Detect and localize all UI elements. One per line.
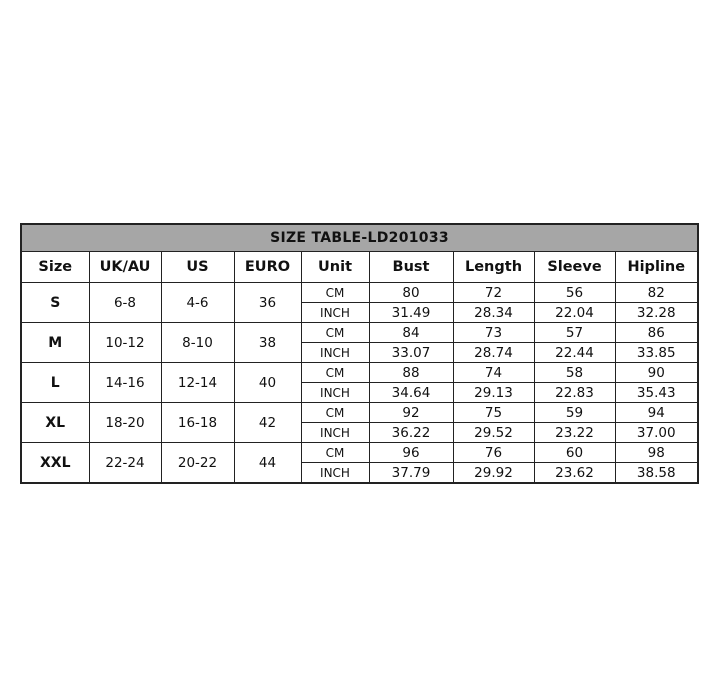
euro-cell: 44	[234, 443, 301, 484]
table-row	[21, 403, 698, 423]
length-cell: 76	[453, 443, 534, 463]
unit-cell: CM	[301, 443, 369, 463]
sleeve-cell: 58	[534, 363, 615, 383]
table-body	[21, 283, 698, 484]
hipline-cell: 37.00	[615, 423, 698, 443]
us-cell: 20-22	[161, 443, 234, 484]
hipline-cell: 98	[615, 443, 698, 463]
sleeve-cell: 57	[534, 323, 615, 343]
euro-cell: 36	[234, 283, 301, 323]
hipline-cell: 33.85	[615, 343, 698, 363]
bust-cell: 84	[369, 323, 453, 343]
unit-cell: CM	[301, 323, 369, 343]
bust-cell: 31.49	[369, 303, 453, 323]
table-row	[21, 363, 698, 383]
size-table	[20, 223, 699, 484]
length-cell: 74	[453, 363, 534, 383]
size-cell: XL	[21, 403, 89, 443]
sleeve-cell: 23.62	[534, 463, 615, 484]
column-header: EURO	[234, 252, 301, 283]
hipline-cell: 32.28	[615, 303, 698, 323]
size-cell: M	[21, 323, 89, 363]
euro-cell: 38	[234, 323, 301, 363]
column-header: Unit	[301, 252, 369, 283]
length-cell: 72	[453, 283, 534, 303]
unit-cell: INCH	[301, 303, 369, 323]
unit-cell: INCH	[301, 463, 369, 484]
uk-au-cell: 10-12	[89, 323, 161, 363]
length-cell: 29.92	[453, 463, 534, 484]
us-cell: 4-6	[161, 283, 234, 323]
unit-cell: CM	[301, 283, 369, 303]
length-cell: 28.74	[453, 343, 534, 363]
unit-cell: CM	[301, 363, 369, 383]
size-cell: XXL	[21, 443, 89, 484]
hipline-cell: 35.43	[615, 383, 698, 403]
sleeve-cell: 22.44	[534, 343, 615, 363]
us-cell: 8-10	[161, 323, 234, 363]
bust-cell: 88	[369, 363, 453, 383]
unit-cell: CM	[301, 403, 369, 423]
column-header: Sleeve	[534, 252, 615, 283]
bust-cell: 37.79	[369, 463, 453, 484]
bust-cell: 34.64	[369, 383, 453, 403]
column-header: Length	[453, 252, 534, 283]
header-row	[21, 252, 698, 283]
length-cell: 29.13	[453, 383, 534, 403]
uk-au-cell: 6-8	[89, 283, 161, 323]
bust-cell: 80	[369, 283, 453, 303]
hipline-cell: 38.58	[615, 463, 698, 484]
table-row	[21, 283, 698, 303]
uk-au-cell: 18-20	[89, 403, 161, 443]
us-cell: 16-18	[161, 403, 234, 443]
euro-cell: 42	[234, 403, 301, 443]
length-cell: 73	[453, 323, 534, 343]
hipline-cell: 90	[615, 363, 698, 383]
unit-cell: INCH	[301, 383, 369, 403]
bust-cell: 96	[369, 443, 453, 463]
column-header: US	[161, 252, 234, 283]
sleeve-cell: 23.22	[534, 423, 615, 443]
hipline-cell: 94	[615, 403, 698, 423]
sleeve-cell: 59	[534, 403, 615, 423]
unit-cell: INCH	[301, 423, 369, 443]
column-header: Hipline	[615, 252, 698, 283]
hipline-cell: 86	[615, 323, 698, 343]
column-header: UK/AU	[89, 252, 161, 283]
table-row	[21, 323, 698, 343]
euro-cell: 40	[234, 363, 301, 403]
length-cell: 29.52	[453, 423, 534, 443]
sleeve-cell: 22.83	[534, 383, 615, 403]
sleeve-cell: 60	[534, 443, 615, 463]
us-cell: 12-14	[161, 363, 234, 403]
uk-au-cell: 22-24	[89, 443, 161, 484]
table-title: SIZE TABLE-LD201033	[21, 224, 698, 252]
sleeve-cell: 56	[534, 283, 615, 303]
sleeve-cell: 22.04	[534, 303, 615, 323]
length-cell: 75	[453, 403, 534, 423]
column-header: Bust	[369, 252, 453, 283]
bust-cell: 92	[369, 403, 453, 423]
bust-cell: 36.22	[369, 423, 453, 443]
uk-au-cell: 14-16	[89, 363, 161, 403]
size-cell: L	[21, 363, 89, 403]
length-cell: 28.34	[453, 303, 534, 323]
size-cell: S	[21, 283, 89, 323]
hipline-cell: 82	[615, 283, 698, 303]
bust-cell: 33.07	[369, 343, 453, 363]
table-row	[21, 443, 698, 463]
unit-cell: INCH	[301, 343, 369, 363]
column-header: Size	[21, 252, 89, 283]
